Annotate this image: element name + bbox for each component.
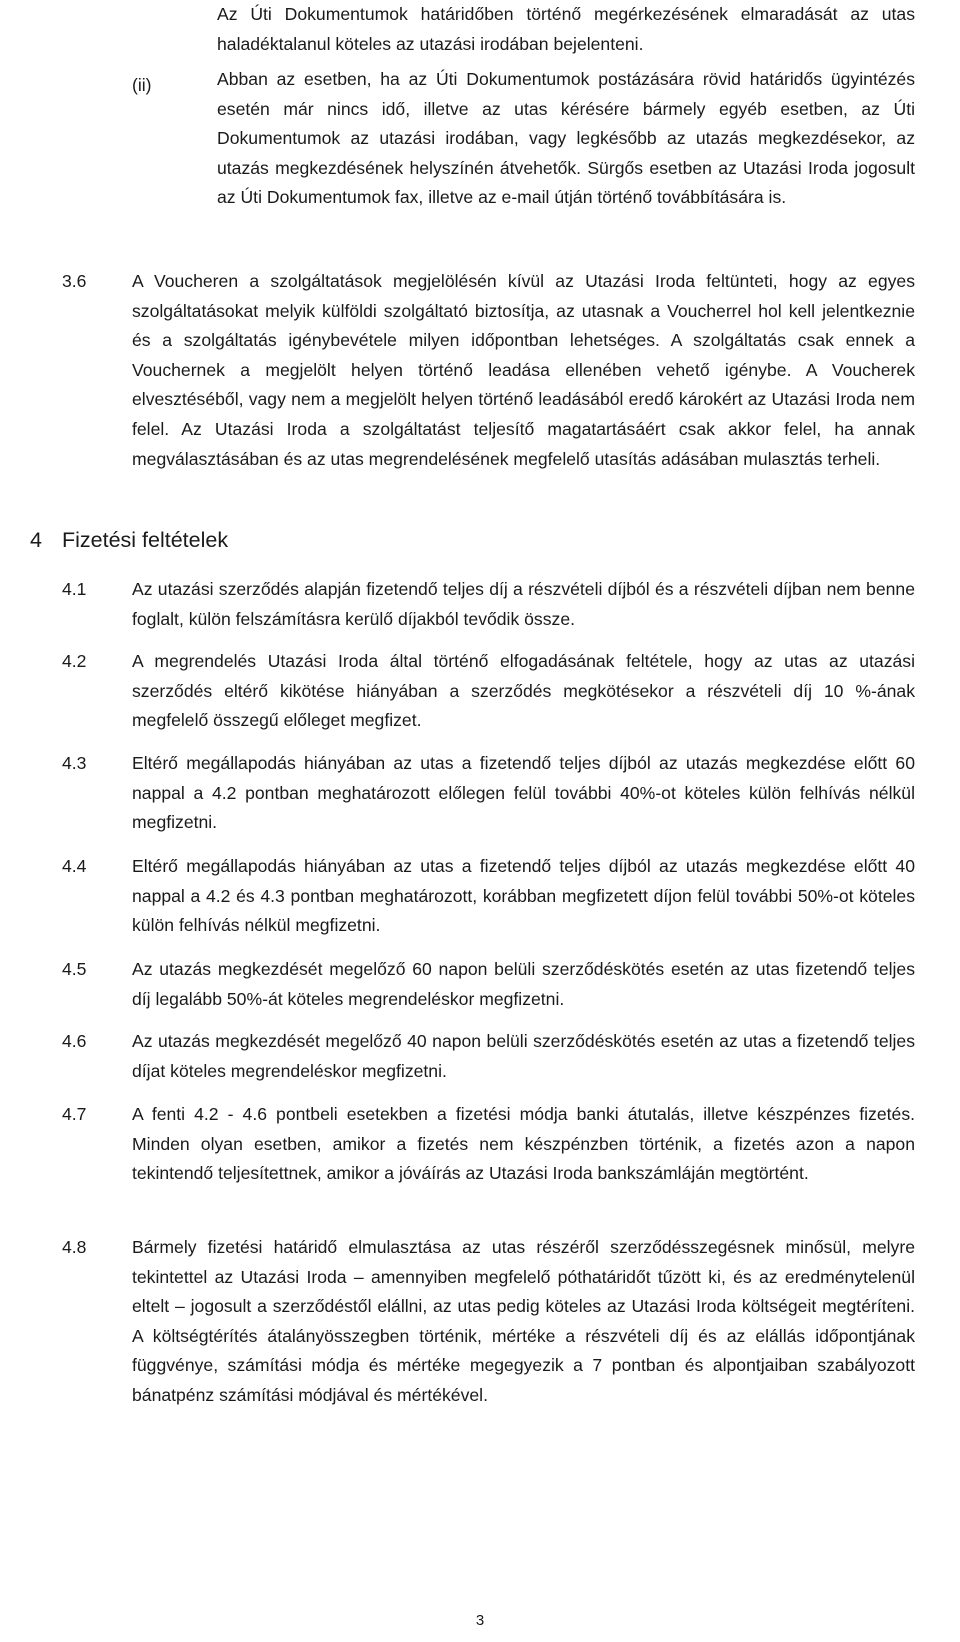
section-3-6-number: 3.6 — [62, 271, 87, 291]
item-4-8-text: Bármely fizetési határidő elmulasztása az utas részéről szerződésszegésnek minősül, melyre tekintettel az Utazási Iroda – amennyiben megfelelő póthatáridőt tűzött ki, és az eredménytelenül eltelt – jogosult a szerződéstől elállni, az utas pedig köteles az Utazási Iroda költségeit megtéríteni. A költségtérítés átalányösszegben történik, mértéke a részvételi díj és az elállás időpontjának függvénye, számítási módja és mértéke megegyezik a 7 pontban és alpontjaiban szabályozott bánatpénz számítási módjával és mértékével. — [132, 1237, 915, 1405]
intro-paragraph: Az Úti Dokumentumok határidőben történő megérkezésének elmaradását az utas haladéktalanul köteles az utazási irodában bejelenteni. — [217, 4, 915, 54]
item-4-7-text: A fenti 4.2 - 4.6 pontbeli esetekben a fizetési módja banki átutalás, illetve készpénzes fizetés. Minden olyan esetben, amikor a fizetés nem készpénzben történik, a fizetés azon a napon tekintendő teljesítettnek, amikor a jóváírás az Utazási Iroda bankszámláján megtörtént. — [132, 1104, 915, 1184]
item-4-6-text: Az utazás megkezdését megelőző 40 napon belüli szerződéskötés esetén az utas a fizetendő teljes díjat köteles megrendeléskor megfizetni. — [132, 1031, 915, 1081]
item-ii-text: Abban az esetben, ha az Úti Dokumentumok postázására rövid határidős ügyintézés esetén már nincs idő, illetve az utas kérésére bármely egyéb esetben, az Úti Dokumentumok az utazási irodában, vagy legkésőbb az utazás megkezdésekor, az utazás megkezdésének helyszínén átvehetők. Sürgős esetben az Utazási Iroda jogosult az Úti Dokumentumok fax, illetve az e-mail útján történő továbbítására is. — [217, 69, 915, 208]
item-4-5-text: Az utazás megkezdését megelőző 60 napon belüli szerződéskötés esetén az utas fizetendő teljes díj legalább 50%-át köteles megrendeléskor megfizetni. — [132, 959, 915, 1009]
item-4-2-number: 4.2 — [62, 651, 87, 671]
item-4-3-text: Eltérő megállapodás hiányában az utas a fizetendő teljes díjból az utazás megkezdése előtt 60 nappal a 4.2 pontban meghatározott előlegen felül további 40%-ot köteles külön felhívás nélkül megfizetni. — [132, 753, 915, 833]
item-4-4-number: 4.4 — [62, 856, 87, 876]
item-ii-label: (ii) — [132, 75, 152, 95]
item-4-1-text: Az utazási szerződés alapján fizetendő teljes díj a részvételi díjból és a részvételi díjban nem benne foglalt, külön felszámításra kerülő díjakból tevődik össze. — [132, 579, 915, 629]
item-4-3-number: 4.3 — [62, 753, 87, 773]
item-4-7-number: 4.7 — [62, 1104, 87, 1124]
section-3-6-text: A Voucheren a szolgáltatások megjelölésén kívül az Utazási Iroda feltünteti, hogy az egyes szolgáltatásokat melyik külföldi szolgáltató biztosítja, az utasnak a Voucherrel hol kell jelentkeznie és a szolgáltatás igénybevétele milyen időpontban lehetséges. A szolgáltatás csak ennek a Vouchernek a megjelölt helyen történő leadása ellenében vehető igénybe. A Voucherek elvesztéséből, vagy nem a megjelölt helyen történő leadásából eredő károkért az Utazási Iroda nem felel. Az Utazási Iroda a szolgáltatást teljesítő magatartásáért csak akkor felel, ha annak megválasztásában és az utas megrendelésének megfelelő utasítás adásában mulasztás terheli. — [132, 271, 915, 469]
item-4-1-number: 4.1 — [62, 579, 87, 599]
section-4-title: Fizetési feltételek — [62, 528, 229, 552]
page-number: 3 — [475, 1612, 485, 1629]
section-4-number: 4 — [30, 528, 42, 552]
item-4-5-number: 4.5 — [62, 959, 87, 979]
section-4-heading — [30, 525, 228, 555]
item-4-4-text: Eltérő megállapodás hiányában az utas a fizetendő teljes díjból az utazás megkezdése előtt 40 nappal a 4.2 és 4.3 pontban meghatározott, korábban megfizetett díjon felül további 50%-ot köteles külön felhívás nélkül megfizetni. — [132, 856, 915, 936]
item-4-6-number: 4.6 — [62, 1031, 87, 1051]
item-4-8-number: 4.8 — [62, 1237, 87, 1257]
item-4-2-text: A megrendelés Utazási Iroda által történő elfogadásának feltétele, hogy az utas az utazási szerződés eltérő kikötése hiányában a szerződés megkötésekor a részvételi díj 10 %-ának megfelelő összegű előleget megfizet. — [132, 651, 915, 731]
